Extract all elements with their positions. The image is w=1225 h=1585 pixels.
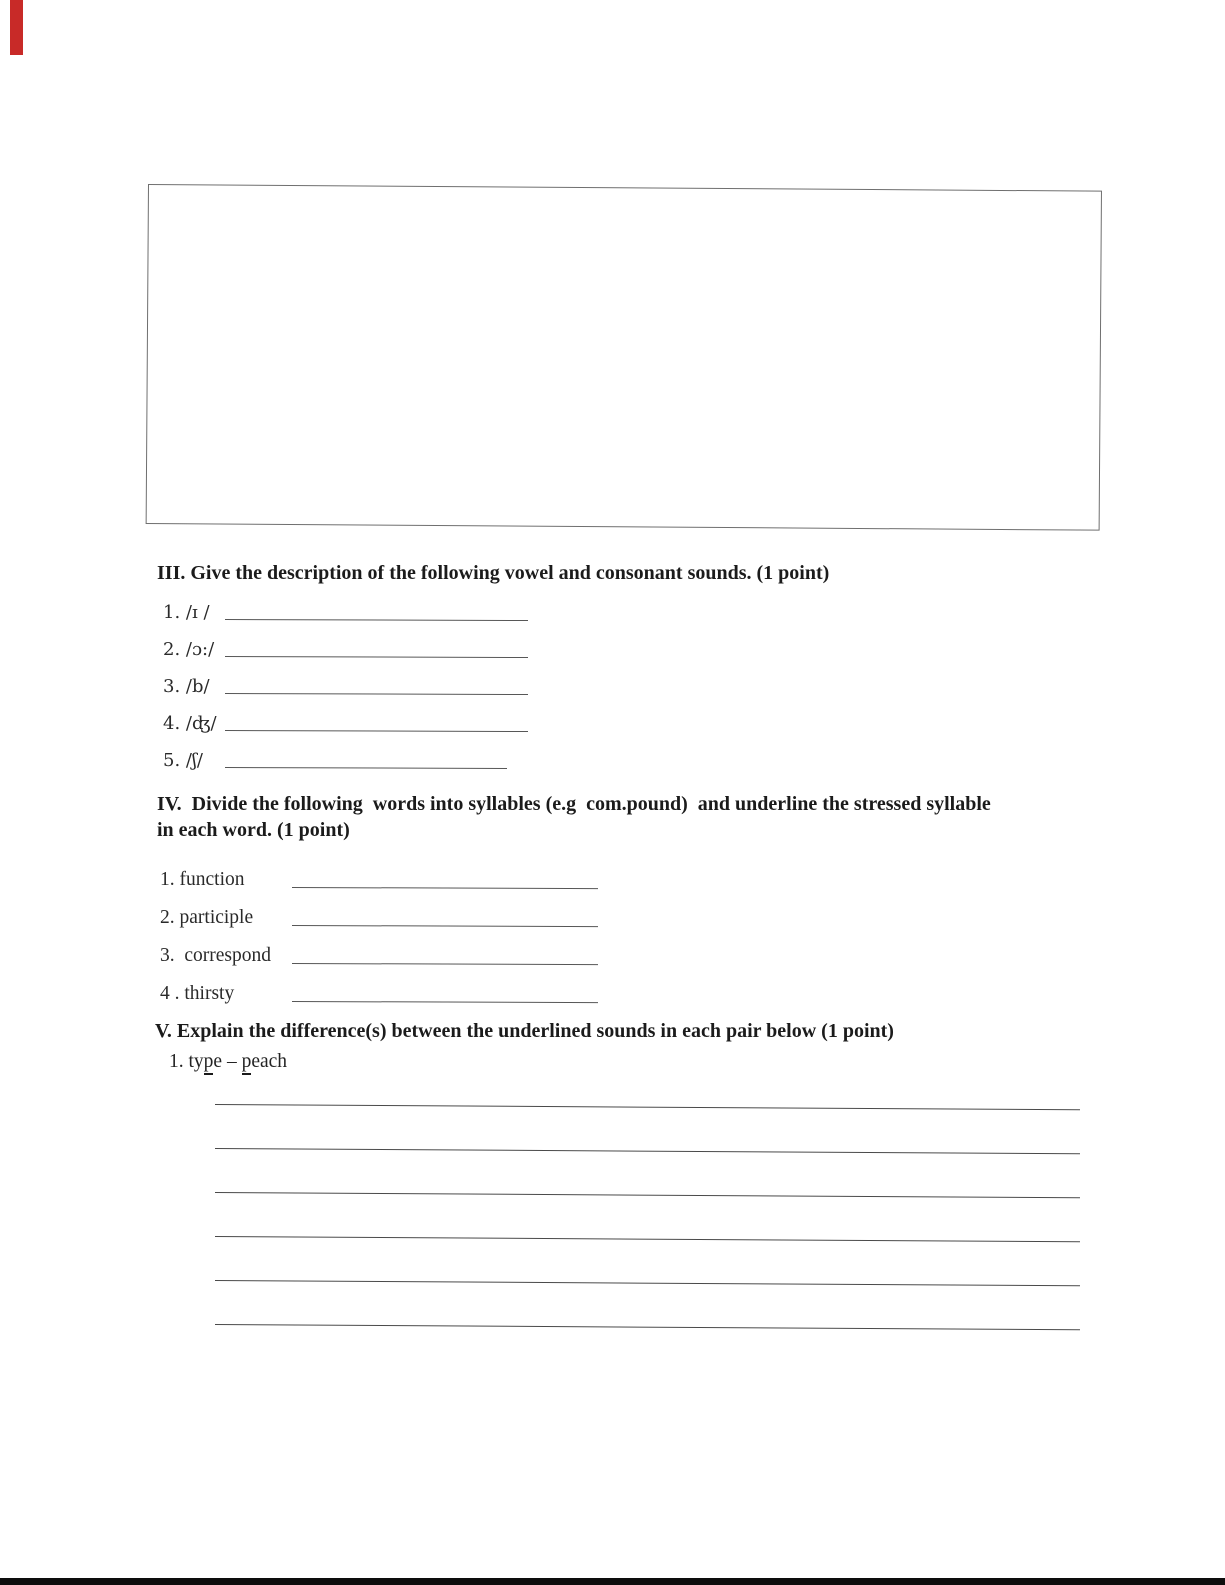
answer-line — [215, 1236, 1080, 1242]
ipa-item — [163, 697, 829, 734]
answer-blank — [292, 963, 598, 965]
section-iii — [157, 560, 829, 771]
answer-line — [215, 1324, 1080, 1330]
pair-item — [169, 1051, 894, 1073]
section-iii-heading: III. Give the description of the following vowel and consonant sounds. (1 point) — [157, 562, 830, 584]
syllable-item-label: 3. correspond — [160, 945, 272, 966]
ipa-item-label: 1. /ɪ / — [163, 602, 210, 623]
section-iv-heading — [157, 791, 1147, 843]
ipa-item — [163, 623, 829, 660]
answer-blank — [225, 693, 528, 695]
syllable-item — [160, 891, 1147, 929]
ipa-item — [163, 734, 829, 771]
answer-box — [146, 184, 1102, 531]
answer-lines — [215, 1104, 1080, 1368]
answer-blank — [225, 619, 528, 621]
section-iv — [157, 791, 1147, 1005]
ipa-item-label: 2. /ɔ:/ — [163, 639, 215, 660]
answer-blank — [292, 887, 598, 889]
answer-blank — [292, 1001, 598, 1003]
pair-mid: e – — [213, 1051, 242, 1072]
syllable-item-label: 1. function — [160, 869, 245, 890]
answer-line — [215, 1192, 1080, 1198]
section-iv-heading-line1: IV. Divide the following words into syllables (e.g com.pound) and underline the stressed syllable — [157, 793, 991, 815]
answer-blank — [292, 925, 598, 927]
ipa-item-label: 5. /ʃ/ — [163, 750, 203, 771]
pair-suffix: each — [251, 1051, 288, 1072]
syllable-item — [160, 967, 1147, 1005]
ipa-item-label: 3. /b/ — [163, 676, 210, 697]
answer-blank — [225, 656, 528, 658]
answer-blank — [225, 767, 507, 769]
answer-line — [215, 1104, 1080, 1110]
syllable-item-label: 4 . thirsty — [160, 983, 235, 1004]
ipa-item — [163, 660, 829, 697]
bottom-scan-bar — [0, 1578, 1225, 1585]
section-v — [155, 1018, 894, 1073]
pair-underlined-sound-2: p — [242, 1051, 252, 1075]
ipa-item-label: 4. /ʤ/ — [163, 713, 217, 734]
syllable-item — [160, 853, 1147, 891]
red-scan-mark — [10, 0, 23, 55]
section-v-heading: V. Explain the difference(s) between the underlined sounds in each pair below (1 point) — [155, 1020, 894, 1042]
answer-line — [215, 1148, 1080, 1154]
answer-blank — [225, 730, 528, 732]
pair-underlined-sound-1: p — [204, 1051, 214, 1075]
syllable-item-label: 2. participle — [160, 907, 254, 928]
syllable-item — [160, 929, 1147, 967]
pair-prefix: 1. ty — [169, 1051, 204, 1072]
section-iv-heading-line2: in each word. (1 point) — [157, 819, 350, 841]
ipa-item — [163, 586, 829, 623]
answer-line — [215, 1280, 1080, 1286]
